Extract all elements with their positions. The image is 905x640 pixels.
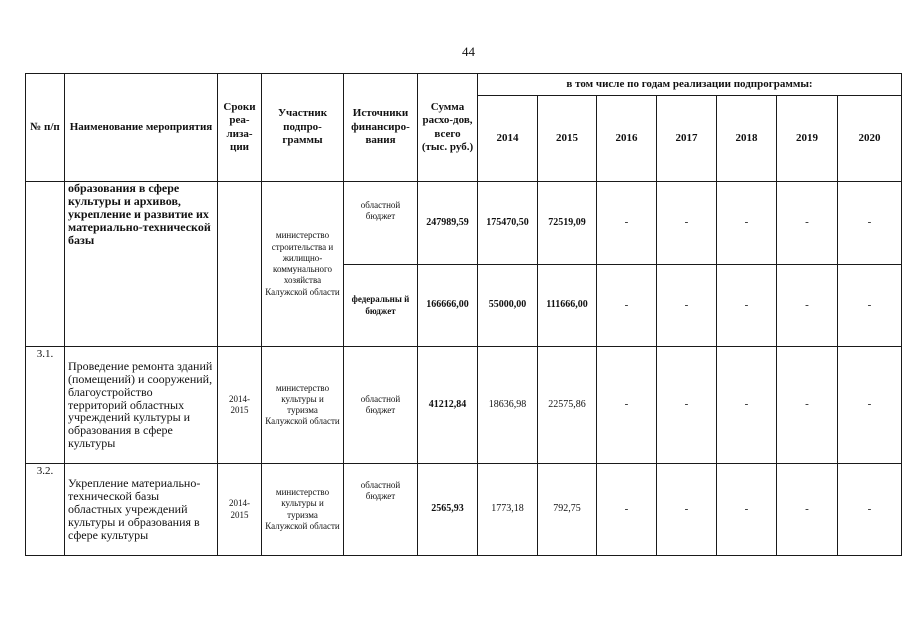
- row-num: 3.1.: [26, 347, 65, 464]
- table-row: [26, 464, 902, 556]
- row-2016: -: [597, 464, 657, 556]
- table-row: [26, 182, 902, 265]
- row-2020: -: [838, 347, 902, 464]
- header-sources: Источники финансиро-вания: [344, 74, 418, 182]
- row-2014: 18636,98: [478, 347, 538, 464]
- row-2015: 72519,09: [538, 182, 597, 265]
- header-year-2019: 2019: [777, 96, 838, 182]
- header-by-years: в том числе по годам реализации подпрограммы:: [478, 74, 902, 96]
- financing-table: [25, 73, 902, 556]
- row-2014: 1773,18: [478, 464, 538, 556]
- row-total: 166666,00: [418, 265, 478, 347]
- header-sum: Сумма расхо-дов, всего (тыс. руб.): [418, 74, 478, 182]
- row-2015: 111666,00: [538, 265, 597, 347]
- row-2019: -: [777, 265, 838, 347]
- row-2017: -: [657, 464, 717, 556]
- header-num: № п/п: [26, 74, 65, 182]
- row-2020: -: [838, 464, 902, 556]
- row-2016: -: [597, 182, 657, 265]
- row-participant: министерство строительства и жилищно-коммунального хозяйства Калужской области: [262, 182, 344, 347]
- row-2020: -: [838, 182, 902, 265]
- row-2017: -: [657, 347, 717, 464]
- row-2019: -: [777, 182, 838, 265]
- row-source: областной бюджет: [344, 464, 418, 556]
- row-2014: 175470,50: [478, 182, 538, 265]
- row-2015: 22575,86: [538, 347, 597, 464]
- row-2020: -: [838, 265, 902, 347]
- row-2017: -: [657, 182, 717, 265]
- header-row: [26, 74, 902, 96]
- row-2018: -: [717, 182, 777, 265]
- row-2015: 792,75: [538, 464, 597, 556]
- row-total: 247989,59: [418, 182, 478, 265]
- page-number: 44: [462, 44, 475, 59]
- row-name: Проведение ремонта зданий (помещений) и сооружений, благоустройство территорий областных учреждений культуры и образования в сфере культуры: [65, 347, 218, 464]
- row-2018: -: [717, 265, 777, 347]
- row-num: 3.2.: [26, 464, 65, 556]
- header-participant: Участник подпро-граммы: [262, 74, 344, 182]
- row-total: 41212,84: [418, 347, 478, 464]
- row-source: федеральны й бюджет: [344, 265, 418, 347]
- row-2019: -: [777, 347, 838, 464]
- row-total: 2565,93: [418, 464, 478, 556]
- row-2018: -: [717, 464, 777, 556]
- row-2014: 55000,00: [478, 265, 538, 347]
- header-year-2014: 2014: [478, 96, 538, 182]
- row-2017: -: [657, 265, 717, 347]
- header-terms: Сроки реа-лиза-ции: [218, 74, 262, 182]
- row-participant: министерство культуры и туризма Калужской области: [262, 347, 344, 464]
- row-terms: [218, 182, 262, 347]
- header-year-2016: 2016: [597, 96, 657, 182]
- row-name: Укрепление материально-технической базы областных учреждений культуры и образования в сфере культуры: [65, 464, 218, 556]
- row-source: областной бюджет: [344, 347, 418, 464]
- row-2019: -: [777, 464, 838, 556]
- row-source: областной бюджет: [344, 182, 418, 265]
- table-row: [26, 347, 902, 464]
- row-2016: -: [597, 347, 657, 464]
- row-2016: -: [597, 265, 657, 347]
- row-participant: министерство культуры и туризма Калужской области: [262, 464, 344, 556]
- row-terms: 2014-2015: [218, 464, 262, 556]
- header-year-2018: 2018: [717, 96, 777, 182]
- header-year-2015: 2015: [538, 96, 597, 182]
- header-year-2020: 2020: [838, 96, 902, 182]
- row-terms: 2014-2015: [218, 347, 262, 464]
- row-num: [26, 182, 65, 347]
- row-2018: -: [717, 347, 777, 464]
- header-name: Наименование мероприятия: [65, 74, 218, 182]
- header-year-2017: 2017: [657, 96, 717, 182]
- row-name: образования в сфере культуры и архивов, укрепление и развитие их материально-технической базы: [65, 182, 218, 347]
